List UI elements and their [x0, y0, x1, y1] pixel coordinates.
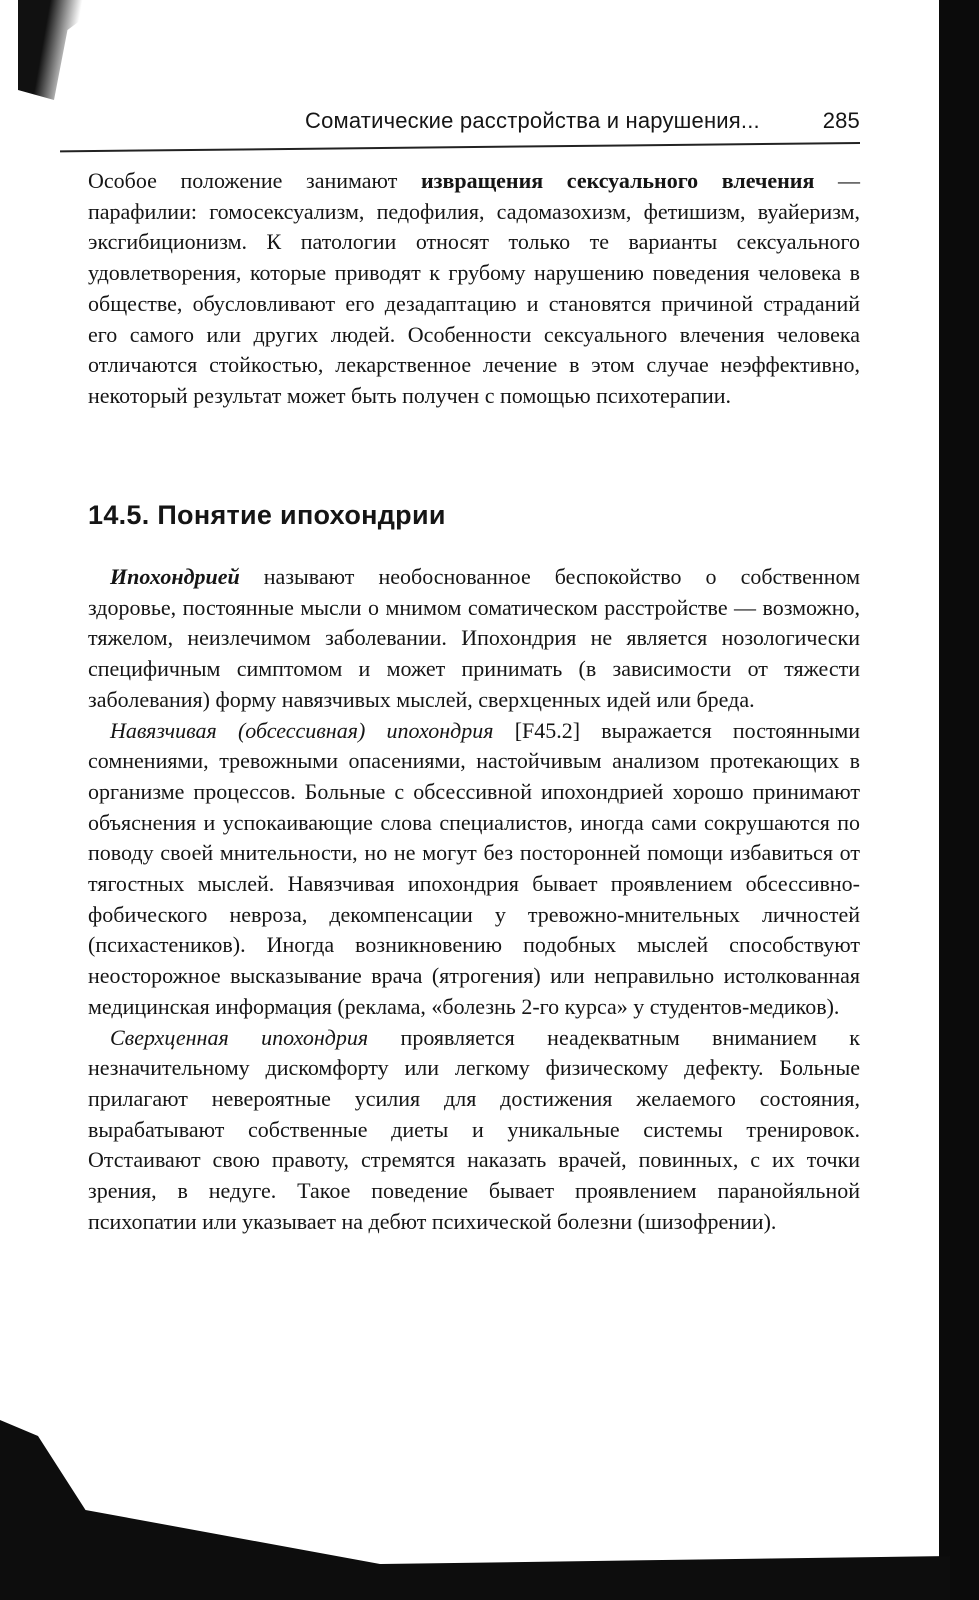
scan-shadow-bottom	[0, 1400, 950, 1600]
running-head	[305, 108, 860, 134]
term: Навязчивая (обсессивная) ипохондрия	[110, 717, 494, 743]
paragraph	[88, 166, 860, 412]
running-title: Соматические расстройства и нарушения...	[305, 108, 760, 133]
section-heading: 14.5. Понятие ипохондрии	[88, 500, 446, 530]
previous-section-text	[88, 166, 860, 412]
paragraph	[88, 716, 860, 1023]
paragraph-text: — парафилии: гомосексуализм, педофилия, садомазохизм, фетишизм, вуайеризм, эксгибиционизм. К патологии относят только те варианты сексуального удовлетворения, которые приводят к грубому нарушению поведения человека в обществе, обусловливают его дезадаптацию и становятся причиной страданий его самого или других людей. Особенности сексуального влечения человека отличаются стойкостью, лекарственное лечение в этом случае неэффективно, некоторый результат может быть получен с помощью психотерапии.	[88, 168, 861, 408]
paragraph	[88, 562, 860, 716]
paragraph-text: проявляется неадекватным вниманием к незначительному дискомфорту или легкому физическому дефекту. Больные прилагают невероятные усилия для достижения желаемого состояния, вырабатывают собственные диеты и уникальные системы тренировок. Отстаивают свою правоту, стремятся наказать врачей, повинных, с их точки зрения, в недуге. Такое поведение бывает проявлением паранойяльной психопатии или указывает на дебют психической болезни (шизофрении).	[88, 1024, 860, 1234]
scan-shadow-top-left	[18, 0, 108, 100]
header-rule	[60, 142, 860, 152]
paragraph-text: [F45.2] выражается постоянными сомнениями, тревожными опасениями, настойчивым анализом протекающих в организме процессов. Больные с обсессивной ипохондрией хорошо принимают объяснения и успокаивающие слова специалистов, иногда сами сокрушаются по поводу своей мнительности, но не могут без посторонней помощи избавиться от тягостных мыслей. Навязчивая ипохондрия бывает проявлением обсессивно-фобического невроза, декомпенсации у тревожно-мнительных личностей (психастеников). Иногда возникновению подобных мыслей способствуют неосторожное высказывание врача (ятрогения) или неправильно истолкованная медицинская информация (реклама, «болезнь 2-го курса» у студентов-медиков).	[88, 717, 861, 1019]
bold-term: извращения сексуального влечения	[420, 168, 815, 193]
scan-shadow-right	[939, 0, 979, 1600]
page-number: 285	[822, 108, 860, 133]
paragraph-text: Особое положение занимают	[88, 168, 421, 193]
term: Ипохондрией	[110, 564, 240, 589]
term: Сверхценная ипохондрия	[110, 1024, 369, 1050]
section-body	[88, 562, 860, 1237]
paragraph-text: называют необоснованное беспокойство о собственном здоровье, постоянные мысли о мнимом соматическом расстройстве — возможно, тяжелом, неизлечимом заболевании. Ипохондрия не является нозологически специфичным симптомом и может принимать (в зависимости от тяжести заболевания) форму навязчивых мыслей, сверхценных идей или бреда.	[88, 564, 860, 712]
paragraph	[88, 1023, 860, 1238]
